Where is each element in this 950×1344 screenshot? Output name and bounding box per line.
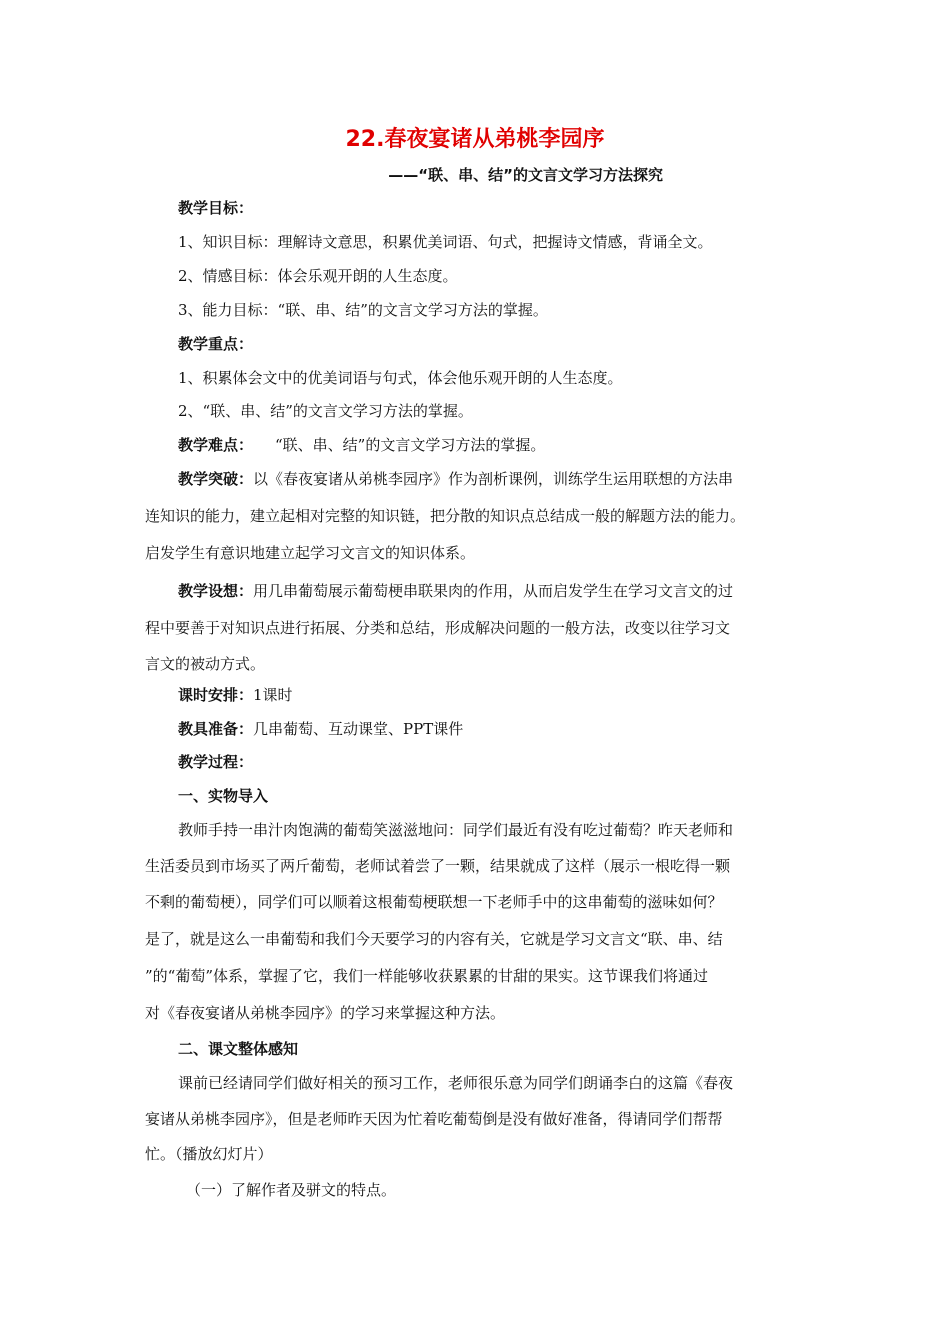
key-point-item-2: 2、“联、串、结”的文言文学习方法的掌握。 (178, 402, 473, 420)
difficulty-label: 教学难点： (178, 436, 254, 454)
schedule-text: 1课时 (253, 686, 293, 704)
design-label: 教学设想： (178, 582, 254, 600)
design-line-1 (178, 581, 733, 601)
design-line-3: 言文的被动方式。 (145, 655, 266, 673)
breakthrough-label: 教学突破： (178, 470, 254, 488)
section2-heading: 二、课文整体感知 (178, 1040, 299, 1058)
schedule-line (178, 685, 293, 705)
section2-line-1: 课前已经请同学们做好相关的预习工作，老师很乐意为同学们朗诵李白的这篇《春夜 (178, 1074, 734, 1092)
objective-item-1: 1、知识目标：理解诗文意思，积累优美词语、句式，把握诗文情感，背诵全文。 (178, 233, 713, 251)
section1-line-2: 生活委员到市场买了两斤葡萄，老师试着尝了一颗，结果就成了这样（展示一根吃得一颗 (145, 857, 731, 875)
breakthrough-line-1 (178, 469, 733, 489)
breakthrough-line-3: 启发学生有意识地建立起学习文言文的知识体系。 (145, 544, 476, 562)
key-point-item-1: 1、积累体会文中的优美词语与句式，体会他乐观开朗的人生态度。 (178, 369, 623, 387)
section1-line-6: 对《春夜宴诸从弟桃李园序》的学习来掌握这种方法。 (145, 1004, 506, 1022)
key-points-heading: 教学重点： (178, 335, 254, 353)
difficulty-line (178, 435, 545, 455)
section2-subheading: （一）了解作者及骈文的特点。 (186, 1181, 397, 1199)
breakthrough-line-2: 连知识的能力，建立起相对完整的知识链，把分散的知识点总结成一般的解题方法的能力。 (145, 507, 746, 525)
section1-line-1: 教师手持一串汁肉饱满的葡萄笑滋滋地问：同学们最近有没有吃过葡萄？昨天老师和 (178, 821, 734, 839)
difficulty-text: “联、串、结”的文言文学习方法的掌握。 (275, 436, 546, 454)
objectives-heading: 教学目标： (178, 199, 254, 217)
materials-label: 教具准备： (178, 720, 254, 738)
section2-line-2: 宴诸从弟桃李园序》，但是老师昨天因为忙着吃葡萄倒是没有做好准备，得请同学们帮帮 (145, 1110, 723, 1128)
materials-line (178, 719, 463, 739)
materials-text: 几串葡萄、互动课堂、PPT课件 (253, 720, 464, 738)
design-text-1: 用几串葡萄展示葡萄梗串联果肉的作用，从而启发学生在学习文言文的过 (253, 582, 734, 600)
design-line-2: 程中要善于对知识点进行拓展、分类和总结，形成解决问题的一般方法，改变以往学习文 (145, 619, 731, 637)
section1-line-5: ”的“葡萄”体系，掌握了它，我们一样能够收获累累的甘甜的果实。这节课我们将通过 (145, 967, 709, 985)
breakthrough-text-1: 以《春夜宴诸从弟桃李园序》作为剖析课例，训练学生运用联想的方法串 (253, 470, 734, 488)
section1-line-4: 是了，就是这么一串葡萄和我们今天要学习的内容有关，它就是学习文言文“联、串、结 (145, 930, 723, 948)
section1-heading: 一、实物导入 (178, 787, 269, 805)
objective-item-3: 3、能力目标：“联、串、结”的文言文学习方法的掌握。 (178, 301, 548, 319)
section1-line-3: 不剩的葡萄梗），同学们可以顺着这根葡萄梗联想一下老师手中的这串葡萄的滋味如何？ (145, 893, 723, 911)
schedule-label: 课时安排： (178, 686, 254, 704)
document-title: 22.春夜宴诸从弟桃李园序 (345, 127, 605, 152)
document-subtitle: ——“联、串、结”的文言文学习方法探究 (388, 166, 663, 184)
objective-item-2: 2、情感目标：体会乐观开朗的人生态度。 (178, 267, 458, 285)
section2-line-3: 忙。（播放幻灯片） (145, 1145, 273, 1163)
process-heading: 教学过程： (178, 753, 254, 771)
